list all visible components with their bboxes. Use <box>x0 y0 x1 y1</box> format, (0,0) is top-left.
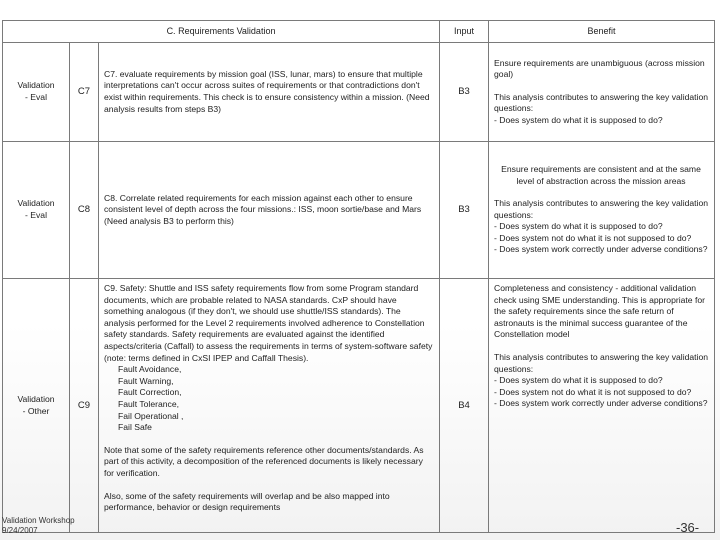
benefit-text: Ensure requirements are unambiguous (across mission goal) <box>494 57 705 80</box>
row-id: C9 <box>70 279 99 533</box>
row-description <box>99 279 440 533</box>
row-input: B3 <box>440 43 489 142</box>
fault-item: Fail Operational , <box>118 410 184 421</box>
row-category <box>3 142 70 279</box>
fault-item: Fault Avoidance, <box>118 364 182 375</box>
row-input: B3 <box>440 142 489 279</box>
row-input: B4 <box>440 279 489 533</box>
footer-title: Validation Workshop <box>2 516 75 525</box>
row-benefit <box>489 279 715 533</box>
benefit-text: Ensure requirements are consistent and at the same level of abstraction across the mission areas <box>501 163 701 186</box>
fault-item: Fault Tolerance, <box>118 398 179 409</box>
benefit-questions: This analysis contributes to answering the key validation questions: - Does system do what it is supposed to do? - Does system not do what it is not supposed to do? - Does system work correctly under adverse conditions? <box>494 198 709 255</box>
table-row <box>3 142 715 279</box>
header-input: Input <box>440 21 489 43</box>
description-text: C8. Correlate related requirements for each mission against each other to ensure consistent level of depth across the four missions.: ISS, moon sortie/base and Mars (Need analysis B3 to perform this) <box>104 192 422 226</box>
row-description <box>99 43 440 142</box>
benefit-text: Completeness and consistency - additional validation check using SME understanding. This is appropriate for the safety requirements since the safe return of astronauts is the minimal success guarantee of the Constellation model <box>494 283 705 340</box>
row-benefit <box>489 142 715 279</box>
row-description <box>99 142 440 279</box>
safety-note: Note that some of the safety requirements reference other documents/standards. As part of this activity, a decomposition of the referenced documents is likely necessary for verification. <box>104 444 424 478</box>
footer-date: 9/24/2007 <box>2 525 38 535</box>
fault-item: Fail Safe <box>118 422 152 433</box>
fault-list <box>104 364 433 434</box>
row-benefit <box>489 43 715 142</box>
page-number: -36- <box>676 520 700 535</box>
benefit-questions: This analysis contributes to answering the key validation questions: - Does system do what it is supposed to do? - Does system not do what it is not supposed to do? - Does system work correctly under adverse conditions? <box>494 351 709 409</box>
table-row <box>3 279 715 533</box>
category-text: Validation - Eval <box>17 80 55 102</box>
overlap-note: Also, some of the safety requirements will overlap and be also mapped into performance, behavior or design requirements <box>104 490 390 513</box>
category-text: Validation - Eval <box>17 198 55 220</box>
table-header-row <box>3 21 715 43</box>
benefit-questions: This analysis contributes to answering the key validation questions: - Does system do what it is supposed to do? <box>494 91 709 125</box>
header-title: C. Requirements Validation <box>3 21 440 43</box>
description-text: C9. Safety: Shuttle and ISS safety requirements flow from some Program standard documents, which are probable related to NASA standards. CxP should have something analogous (if they don't, we should use shuttle/ISS standards). The analysis performed for the Level 2 requirements involved adherence to Constellation safety standards. Safety requirements are evaluated against the identified aspects/criteria (Caffall) to assess the requirements in terms of system-software safety (note: terms defined in CxSI IPEP and Caffall Thesis). <box>104 283 433 363</box>
description-text: C7. evaluate requirements by mission goal (ISS, lunar, mars) to ensure that multiple interpretations can't occur across suites of requirements or that contradictions don't exist within requirements. This check is to ensure consistency within a mission. (Need analysis results from steps B3) <box>104 68 430 114</box>
row-id: C7 <box>70 43 99 142</box>
row-id: C8 <box>70 142 99 279</box>
category-text: Validation - Other <box>17 393 55 416</box>
row-category <box>3 279 70 533</box>
footer-workshop <box>2 516 75 535</box>
row-category <box>3 43 70 142</box>
requirements-validation-table <box>2 20 715 533</box>
table-row <box>3 43 715 142</box>
fault-item: Fault Correction, <box>118 387 182 398</box>
header-benefit: Benefit <box>489 21 715 43</box>
fault-item: Fault Warning, <box>118 375 174 386</box>
